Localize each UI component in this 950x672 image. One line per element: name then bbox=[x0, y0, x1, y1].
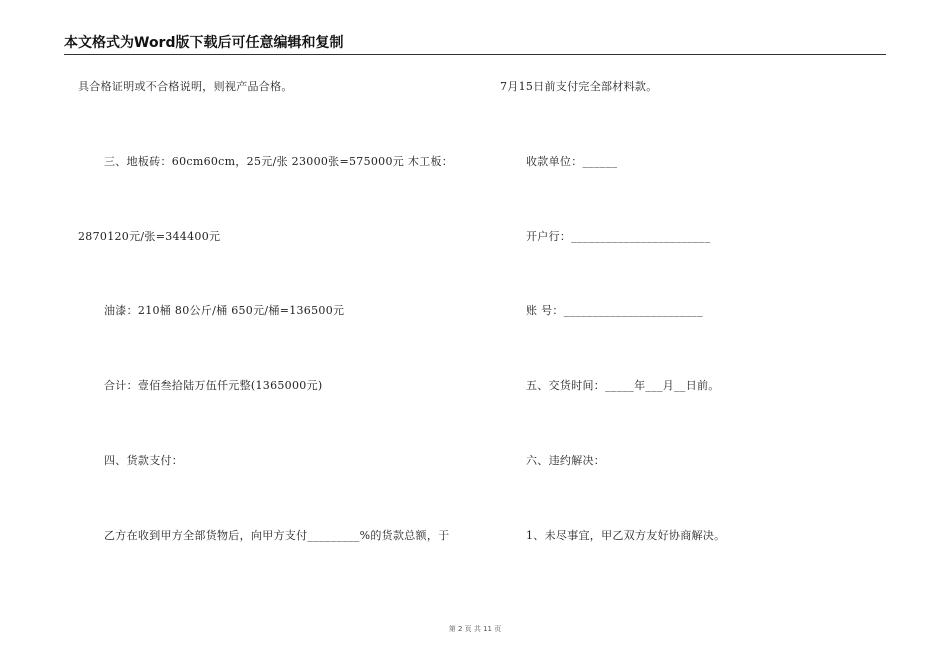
left-line-7: 乙方在收到甲方全部货物后，向甲方支付_________%的货款总额，于 bbox=[104, 529, 450, 542]
right-line-7: 1、未尽事宜，甲乙双方友好协商解决。 bbox=[526, 529, 726, 542]
header-title: 本文格式为Word版下载后可任意编辑和复制 bbox=[64, 35, 344, 51]
right-line-4: 账 号：________________________ bbox=[526, 304, 703, 317]
left-line-6: 四、货款支付： bbox=[104, 454, 184, 467]
page-header bbox=[64, 34, 886, 55]
right-line-5: 五、交货时间：_____年___月__日前。 bbox=[526, 379, 720, 392]
left-line-1: 具合格证明或不合格说明，则视产品合格。 bbox=[78, 80, 293, 93]
right-line-3: 开户行：________________________ bbox=[526, 230, 711, 243]
left-line-2: 三、地板砖：60cm60cm，25元/张 23000张=575000元 木工板： bbox=[104, 155, 454, 168]
left-line-3: 2870120元/张=344400元 bbox=[78, 230, 221, 243]
right-line-2: 收款单位：______ bbox=[526, 155, 618, 168]
right-line-1: 7月15日前支付完全部材料款。 bbox=[500, 80, 658, 93]
page-footer: 第 2 页 共 11 页 bbox=[448, 625, 502, 633]
left-line-5: 合计：壹佰叁拾陆万伍仟元整(1365000元) bbox=[104, 379, 323, 392]
left-line-4: 油漆：210桶 80公斤/桶 650元/桶=136500元 bbox=[104, 304, 345, 317]
right-line-6: 六、违约解决： bbox=[526, 454, 606, 467]
